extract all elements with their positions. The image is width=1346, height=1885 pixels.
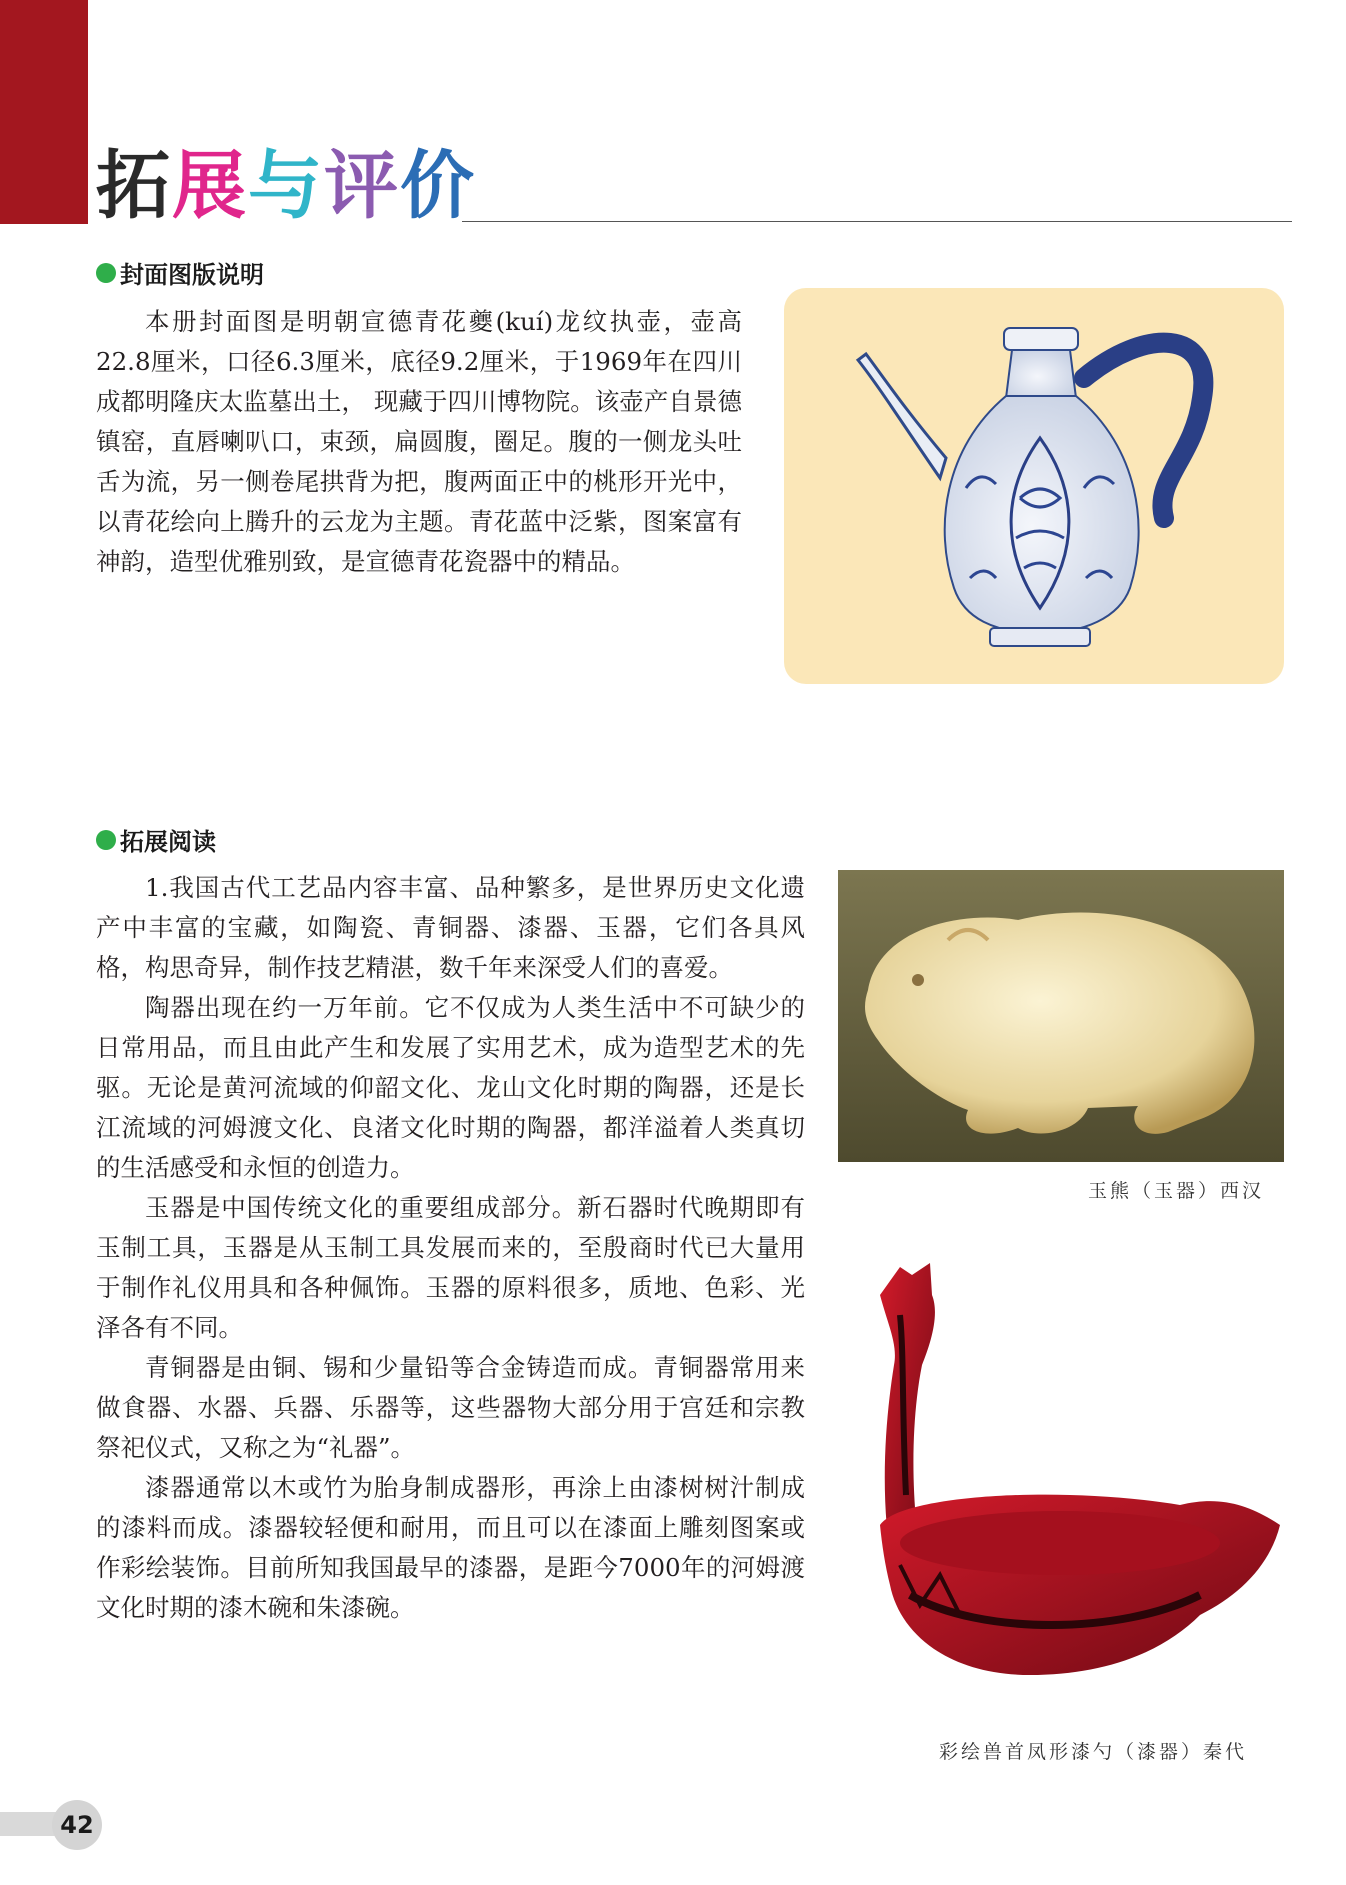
jade-bear-photo [838,870,1284,1162]
cover-paragraph: 本册封面图是明朝宣德青花夔(kuí)龙纹执壶，壶高22.8厘米，口径6.3厘米，底径9.2厘米，于1969年在四川成都明隆庆太监墓出土， 现藏于四川博物院。该壶产自景德镇窑，直唇喇叭口，束颈，扁圆腹，圈足。腹的一侧龙头吐舌为流，另一侧卷尾拱背为把，腹两面正中的桃形开光中，以青花绘向上腾升的云龙为主题。青花蓝中泛紫，图案富有神韵，造型优雅别致，是宣德青花瓷器中的精品。 [96,307,742,576]
reading-paragraph-4: 青铜器是由铜、锡和少量铅等合金铸造而成。青铜器常用来做食器、水器、兵器、乐器等，这些器物大部分用于宫廷和宗教祭祀仪式，又称之为“礼器”。 [96,1353,805,1462]
title-char-2: 展 [172,143,248,229]
reading-heading-text: 拓展阅读 [120,828,216,856]
section-heading-reading [96,822,216,857]
reading-paragraph-2: 陶器出现在约一万年前。它不仅成为人类生活中不可缺少的日常用品，而且由此产生和发展了实用艺术，成为造型艺术的先驱。无论是黄河流域的仰韶文化、龙山文化时期的陶器，还是长江流域的河姆渡文化、良渚文化时期的陶器，都洋溢着人类真切的生活感受和永恒的创造力。 [96,993,805,1182]
reading-paragraph-3: 玉器是中国传统文化的重要组成部分。新石器时代晚期即有玉制工具，玉器是从玉制工具发展而来的，至殷商时代已大量用于制作礼仪用具和各种佩饰。玉器的原料很多，质地、色彩、光泽各有不同。 [96,1193,805,1342]
page-title [96,143,476,229]
page-number: 42 [52,1800,102,1850]
cover-description [96,302,742,582]
blue-white-ewer-image [784,288,1284,684]
title-char-3: 与 [248,143,324,229]
ewer-photo-panel [784,288,1284,684]
title-underline [462,221,1292,222]
section-heading-cover [96,255,264,290]
jade-bear-caption: 玉熊（玉器）西汉 [1088,1180,1265,1202]
header-red-bar [0,0,88,224]
lacquer-ladle-caption: 彩绘兽首凤形漆勺（漆器）秦代 [939,1741,1248,1763]
title-char-4: 评 [324,143,400,229]
lacquer-ladle-image [860,1255,1290,1715]
lacquer-ladle-photo [860,1255,1290,1715]
bullet-dot-icon [96,263,116,283]
reading-paragraph-5: 漆器通常以木或竹为胎身制成器形，再涂上由漆树树汁制成的漆料而成。漆器较轻便和耐用，而且可以在漆面上雕刻图案或作彩绘装饰。目前所知我国最早的漆器，是距今7000年的河姆渡文化时期的漆木碗和朱漆碗。 [96,1473,805,1622]
cover-heading-text: 封面图版说明 [120,261,264,289]
jade-bear-image [838,870,1284,1162]
reading-paragraph-1: 1.我国古代工艺品内容丰富、品种繁多，是世界历史文化遗产中丰富的宝藏，如陶瓷、青铜器、漆器、玉器，它们各具风格，构思奇异，制作技艺精湛，数千年来深受人们的喜爱。 [96,873,805,982]
bullet-dot-icon [96,830,116,850]
title-char-1: 拓 [96,143,172,229]
title-char-5: 价 [400,143,476,229]
reading-body [96,868,805,1628]
